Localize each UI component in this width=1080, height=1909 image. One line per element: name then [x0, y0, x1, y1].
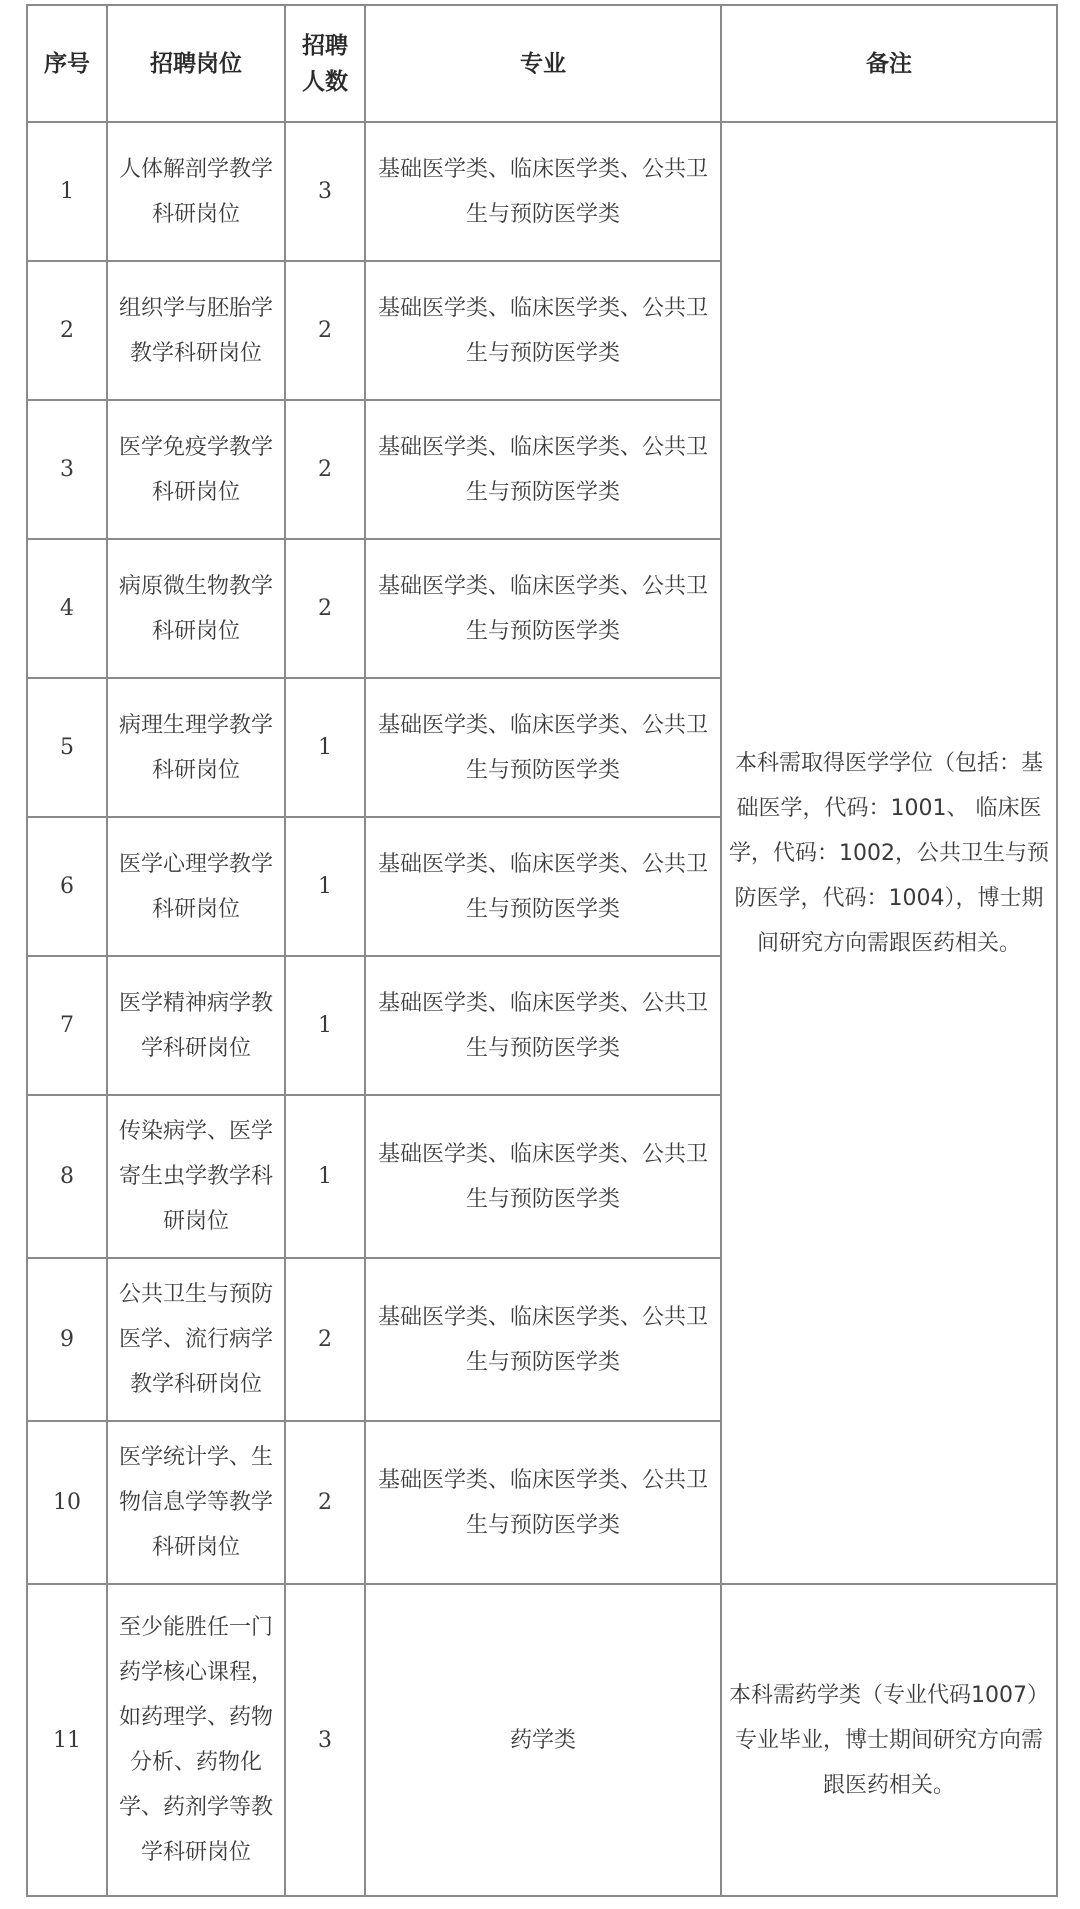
row-major: 基础医学类、临床医学类、公共卫生与预防医学类: [365, 1421, 721, 1584]
row-count: 2: [285, 1421, 365, 1584]
row-count: 1: [285, 678, 365, 817]
row-position: 传染病学、医学寄生虫学教学科研岗位: [107, 1095, 285, 1258]
row-count: 3: [285, 1584, 365, 1896]
row-count: 1: [285, 956, 365, 1095]
row-major: 基础医学类、临床医学类、公共卫生与预防医学类: [365, 539, 721, 678]
row-index: 11: [27, 1584, 107, 1896]
row-major: 基础医学类、临床医学类、公共卫生与预防医学类: [365, 1258, 721, 1421]
row-count: 1: [285, 817, 365, 956]
row-position: 医学心理学教学科研岗位: [107, 817, 285, 956]
note-pharmacy: 本科需药学类（专业代码1007）专业毕业，博士期间研究方向需跟医药相关。: [721, 1584, 1057, 1896]
row-position: 公共卫生与预防医学、流行病学教学科研岗位: [107, 1258, 285, 1421]
row-position: 人体解剖学教学科研岗位: [107, 122, 285, 261]
row-count: 2: [285, 261, 365, 400]
row-position: 医学精神病学教学科研岗位: [107, 956, 285, 1095]
row-index: 4: [27, 539, 107, 678]
header-note: 备注: [721, 5, 1057, 122]
row-index: 5: [27, 678, 107, 817]
row-count: 2: [285, 1258, 365, 1421]
recruitment-table: [26, 4, 1058, 1897]
row-count: 1: [285, 1095, 365, 1258]
row-count: 2: [285, 539, 365, 678]
row-position: 组织学与胚胎学教学科研岗位: [107, 261, 285, 400]
row-major: 药学类: [365, 1584, 721, 1896]
row-position: 医学免疫学教学科研岗位: [107, 400, 285, 539]
header-row: [27, 5, 1057, 122]
row-major: 基础医学类、临床医学类、公共卫生与预防医学类: [365, 956, 721, 1095]
row-major: 基础医学类、临床医学类、公共卫生与预防医学类: [365, 261, 721, 400]
header-index: 序号: [27, 5, 107, 122]
row-position: 医学统计学、生物信息学等教学科研岗位: [107, 1421, 285, 1584]
row-index: 1: [27, 122, 107, 261]
row-index: 10: [27, 1421, 107, 1584]
row-major: 基础医学类、临床医学类、公共卫生与预防医学类: [365, 678, 721, 817]
row-count: 3: [285, 122, 365, 261]
note-medical: 本科需取得医学学位（包括：基础医学，代码：1001、 临床医学，代码：1002，公共卫生与预防医学，代码：1004），博士期间研究方向需跟医药相关。: [721, 122, 1057, 1584]
row-count: 2: [285, 400, 365, 539]
header-position: 招聘岗位: [107, 5, 285, 122]
header-count: 招聘人数: [285, 5, 365, 122]
row-major: 基础医学类、临床医学类、公共卫生与预防医学类: [365, 122, 721, 261]
table-row: [27, 1584, 1057, 1896]
table-row: [27, 122, 1057, 261]
row-major: 基础医学类、临床医学类、公共卫生与预防医学类: [365, 1095, 721, 1258]
header-major: 专业: [365, 5, 721, 122]
row-index: 8: [27, 1095, 107, 1258]
row-index: 7: [27, 956, 107, 1095]
row-position: 至少能胜任一门药学核心课程，如药理学、药物分析、药物化学、药剂学等教学科研岗位: [107, 1584, 285, 1896]
row-major: 基础医学类、临床医学类、公共卫生与预防医学类: [365, 817, 721, 956]
row-position: 病原微生物教学科研岗位: [107, 539, 285, 678]
row-index: 9: [27, 1258, 107, 1421]
row-index: 3: [27, 400, 107, 539]
row-index: 6: [27, 817, 107, 956]
row-position: 病理生理学教学科研岗位: [107, 678, 285, 817]
row-major: 基础医学类、临床医学类、公共卫生与预防医学类: [365, 400, 721, 539]
row-index: 2: [27, 261, 107, 400]
